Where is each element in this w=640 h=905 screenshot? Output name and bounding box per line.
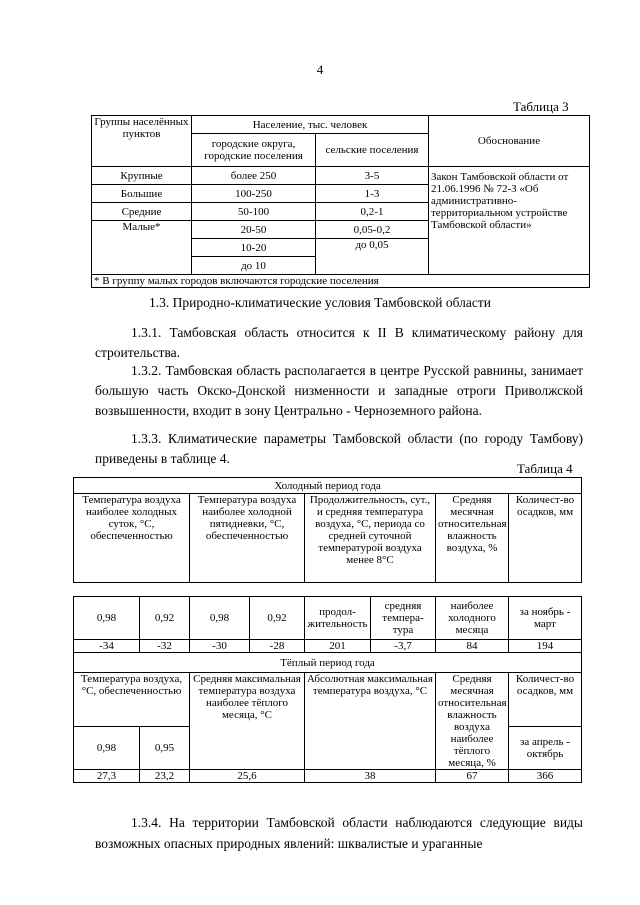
page-number: 4 bbox=[316, 62, 324, 77]
t4-warm-sub: за апрель - октябрь bbox=[509, 727, 582, 770]
t3-urban: 10-20 bbox=[192, 239, 316, 257]
t3-urban: до 10 bbox=[192, 257, 316, 275]
t4-cold-sub: 0,92 bbox=[140, 597, 190, 640]
t4-warm-sub: 0,95 bbox=[140, 727, 190, 770]
t4-warm-value: 366 bbox=[509, 770, 582, 783]
t4-cold-value: 194 bbox=[509, 640, 582, 653]
t3-group: Малые* bbox=[92, 221, 192, 275]
paragraph-1-3-2: 1.3.2. Тамбовская область располагается в центре Русской равнины, занимает большую часть Окско-Донской низменности и западные отроги Приволжской возвышенности, входит в зону Центрально - Черноземного района. bbox=[95, 363, 583, 418]
table-row bbox=[74, 640, 582, 653]
table-3 bbox=[91, 115, 590, 288]
t4-cold-value: -34 bbox=[74, 640, 140, 653]
t4-cold-h4: Средняя месячная относительная влажность воздуха, % bbox=[436, 494, 509, 583]
t4-warm-value: 67 bbox=[436, 770, 509, 783]
t4-warm-h1: Температура воздуха, °С, обеспеченностью bbox=[74, 673, 190, 727]
t4-cold-title: Холодный период года bbox=[74, 478, 582, 494]
t4-cold-h2: Температура воздуха наиболее холодной пятидневки, °С, обеспеченностью bbox=[190, 494, 305, 583]
t3-urban: 20-50 bbox=[192, 221, 316, 239]
t4-cold-sub: средняя темпера-тура bbox=[371, 597, 436, 640]
t4-warm-h5: Количест-во осадков, мм bbox=[509, 673, 582, 727]
paragraph-1-3-3: 1.3.3. Климатические параметры Тамбовской области (по городу Тамбову) приведены в таблице 4. bbox=[95, 431, 583, 466]
t4-cold-h5: Количест-во осадков, мм bbox=[509, 494, 582, 583]
t4-cold-sub: 0,98 bbox=[190, 597, 250, 640]
t4-cold-sub: продол-жительность bbox=[305, 597, 371, 640]
t4-cold-value: -32 bbox=[140, 640, 190, 653]
t3-header-rural: сельские поселения bbox=[316, 134, 429, 167]
t3-header-groups: Группы населённых пунктов bbox=[92, 116, 192, 167]
t3-group: Средние bbox=[92, 203, 192, 221]
table-row bbox=[92, 167, 590, 185]
t3-rural: 0,05-0,2 bbox=[316, 221, 429, 239]
t3-rural: 3-5 bbox=[316, 167, 429, 185]
t4-cold-h1: Температура воздуха наиболее холодных суток, °С, обеспеченностью bbox=[74, 494, 190, 583]
t4-warm-value: 23,2 bbox=[140, 770, 190, 783]
table-4-cold-header bbox=[73, 477, 582, 583]
table-3-caption: Таблица 3 bbox=[513, 99, 569, 114]
t4-warm-value: 38 bbox=[305, 770, 436, 783]
t4-warm-h3: Абсолютная максимальная температура воздуха, °С bbox=[305, 673, 436, 770]
t3-rural: 0,2-1 bbox=[316, 203, 429, 221]
t4-warm-sub: 0,98 bbox=[74, 727, 140, 770]
t4-cold-value: 201 bbox=[305, 640, 371, 653]
t4-cold-value: -28 bbox=[250, 640, 305, 653]
t3-header-urban: городские округа, городские поселения bbox=[192, 134, 316, 167]
t4-cold-sub: 0,98 bbox=[74, 597, 140, 640]
t4-cold-sub: наиболее холодного месяца bbox=[436, 597, 509, 640]
t3-urban: 50-100 bbox=[192, 203, 316, 221]
t4-warm-value: 25,6 bbox=[190, 770, 305, 783]
t4-warm-value: 27,3 bbox=[74, 770, 140, 783]
table-4-caption: Таблица 4 bbox=[517, 461, 573, 476]
t4-cold-value: -30 bbox=[190, 640, 250, 653]
t3-header-population: Население, тыс. человек bbox=[192, 116, 429, 134]
t4-cold-h3: Продолжительность, сут., и средняя температура воздуха, °С, периода со средней суточной температурой воздуха менее 8°С bbox=[305, 494, 436, 583]
t4-cold-value: -3,7 bbox=[371, 640, 436, 653]
t3-urban: 100-250 bbox=[192, 185, 316, 203]
t4-cold-sub: 0,92 bbox=[250, 597, 305, 640]
t4-warm-title: Тёплый период года bbox=[74, 653, 582, 673]
t3-header-basis: Обоснование bbox=[429, 116, 590, 167]
t3-rural: 1-3 bbox=[316, 185, 429, 203]
t4-warm-h2: Средняя максимальная температура воздуха наиболее тёплого месяца, °С bbox=[190, 673, 305, 770]
paragraph-1-3-1: 1.3.1. Тамбовская область относится к II В климатическому району для строительства. bbox=[95, 325, 583, 360]
t3-urban: более 250 bbox=[192, 167, 316, 185]
t3-group: Крупные bbox=[92, 167, 192, 185]
t4-warm-h4: Средняя месячная относительная влажность воздуха наиболее тёплого месяца, % bbox=[436, 673, 509, 770]
table-row bbox=[74, 597, 582, 640]
t4-cold-value: 84 bbox=[436, 640, 509, 653]
t3-rural: до 0,05 bbox=[316, 239, 429, 275]
t4-cold-sub: за ноябрь - март bbox=[509, 597, 582, 640]
table-4-body bbox=[73, 596, 582, 783]
paragraph-1-3-4: 1.3.4. На территории Тамбовской области наблюдаются следующие виды возможных опасных природных явлений: шквалистые и ураганные bbox=[95, 815, 583, 851]
t3-group: Большие bbox=[92, 185, 192, 203]
t3-basis-text: Закон Тамбовской области от 21.06.1996 № 72-З «Об административно-территориальном устройстве Тамбовской области» bbox=[429, 167, 590, 275]
table-row bbox=[74, 770, 582, 783]
t3-footnote: * В группу малых городов включаются городские поселения bbox=[92, 275, 590, 288]
section-title: 1.3. Природно-климатические условия Тамбовской области bbox=[149, 295, 491, 310]
